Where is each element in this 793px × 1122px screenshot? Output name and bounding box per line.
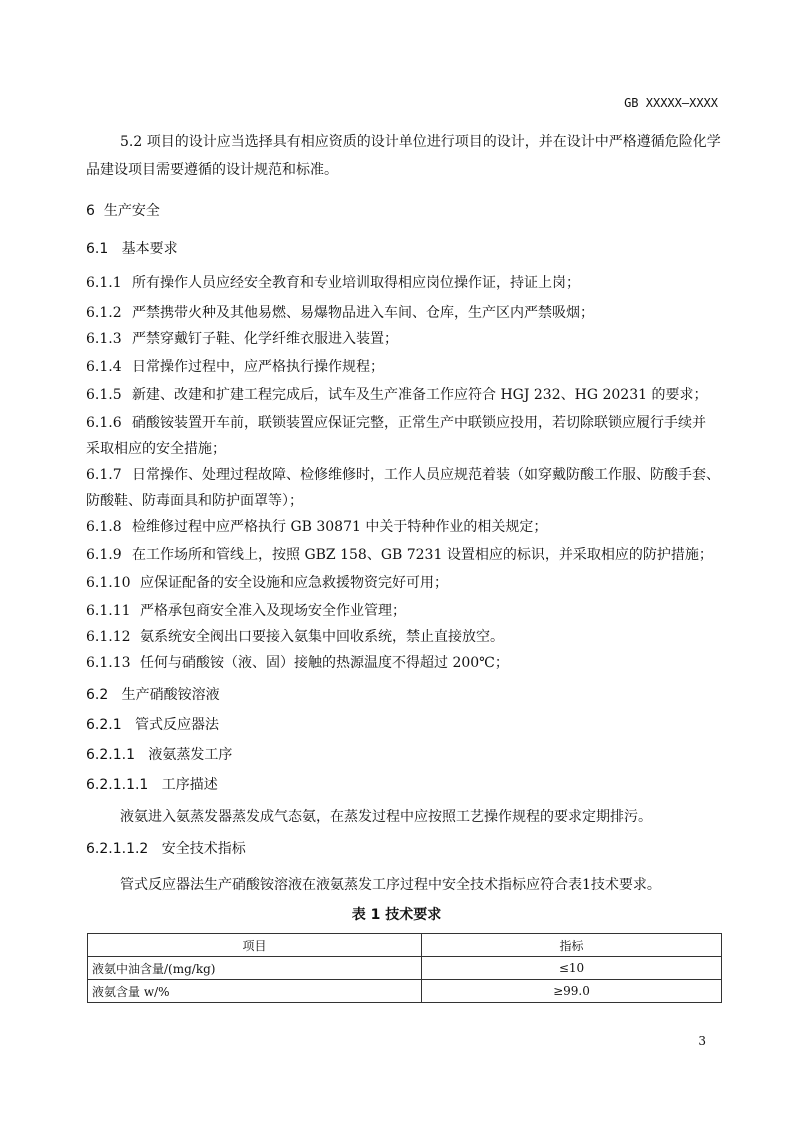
item-number: 6.1.12 — [86, 629, 131, 645]
column-header-item: 项目 — [88, 934, 422, 957]
list-item — [86, 626, 504, 646]
item-text: 应保证配备的安全设施和应急救援物资完好可用； — [140, 575, 448, 591]
section-6-2-1-1-1-heading — [86, 774, 218, 794]
table-cell: 液氨中油含量/(mg/kg) — [88, 957, 422, 980]
list-item — [86, 272, 580, 292]
list-item — [86, 328, 398, 348]
list-item — [86, 572, 448, 592]
column-header-indicator: 指标 — [422, 934, 722, 957]
list-item-continuation: 防酸鞋、防毒面具和防护面罩等）； — [86, 493, 303, 509]
item-number: 6.1.1 — [86, 275, 122, 291]
process-description: 液氨进入氨蒸发器蒸发成气态氨，在蒸发过程中应按照工艺操作规程的要求定期排污。 — [120, 809, 652, 825]
table-cell: ≤10 — [422, 957, 722, 980]
section-number: 6.2.1.1 — [86, 747, 135, 763]
list-item — [86, 302, 594, 322]
table-cell: ≥99.0 — [422, 980, 722, 1003]
table-caption: 表 1 技术要求 — [351, 907, 442, 923]
item-text: 所有操作人员应经安全教育和专业培训取得相应岗位操作证，持证上岗； — [132, 275, 580, 291]
item-text: 严格承包商安全准入及现场安全作业管理； — [140, 603, 406, 619]
section-title: 生产安全 — [103, 203, 160, 219]
item-number: 6.1.9 — [86, 547, 122, 563]
item-number: 6.1.8 — [86, 519, 122, 535]
item-number: 6.1.5 — [86, 387, 122, 403]
table-cell: 液氨含量 w/% — [88, 980, 422, 1003]
item-text: 检维修过程中应严格执行 GB 30871 中关于特种作业的相关规定； — [132, 519, 548, 535]
item-number: 6.1.10 — [86, 575, 131, 591]
item-number: 6.1.13 — [86, 655, 131, 671]
item-text: 氨系统安全阀出口要接入氨集中回收系统，禁止直接放空。 — [140, 629, 504, 645]
item-number: 6.1.11 — [86, 603, 131, 619]
item-text: 严禁携带火种及其他易燃、易爆物品进入车间、仓库，生产区内严禁吸烟； — [132, 305, 594, 321]
section-number: 6.2.1.1.2 — [86, 841, 149, 857]
section-title: 管式反应器法 — [134, 717, 219, 733]
table-header-row — [88, 934, 722, 957]
table-row — [88, 957, 722, 980]
item-number: 6.1.4 — [86, 359, 122, 375]
list-item — [86, 600, 406, 620]
item-text: 日常操作过程中，应严格执行操作规程； — [132, 359, 384, 375]
section-number: 6.2.1.1.1 — [86, 777, 149, 793]
section-6-2-heading — [86, 684, 220, 704]
list-item — [86, 464, 720, 484]
section-title: 液氨蒸发工序 — [148, 747, 233, 763]
section-6-2-1-1-heading — [86, 744, 232, 764]
section-6-1-heading — [86, 238, 178, 258]
section-title: 安全技术指标 — [161, 841, 246, 857]
item-number: 6.1.3 — [86, 331, 122, 347]
item-text: 严禁穿戴钉子鞋、化学纤维衣服进入装置； — [132, 331, 398, 347]
list-item — [86, 544, 713, 564]
item-text: 硝酸铵装置开车前，联锁装置应保证完整，正常生产中联锁应投用，若切除联锁应履行手续并 — [132, 415, 706, 431]
section-number: 6.1 — [86, 241, 109, 257]
item-text: 在工作场所和管线上，按照 GBZ 158、GB 7231 设置相应的标识，并采取相应的防护措施； — [132, 547, 713, 563]
intro-paragraph: 5.2 项目的设计应当选择具有相应资质的设计单位进行项目的设计，并在设计中严格遵循危险化学品建设项目需要遵循的设计规范和标准。 — [86, 134, 721, 178]
list-item — [86, 356, 384, 376]
section-title: 基本要求 — [121, 241, 178, 257]
section-number: 6.2 — [86, 687, 109, 703]
list-item — [86, 384, 707, 404]
section-title: 生产硝酸铵溶液 — [121, 687, 220, 703]
list-item-continuation: 采取相应的安全措施； — [86, 441, 226, 457]
item-text: 日常操作、处理过程故障、检修维修时，工作人员应规范着装（如穿戴防酸工作服、防酸手套、 — [132, 467, 720, 483]
document-code: GB XXXXX—XXXX — [624, 96, 718, 110]
section-number: 6.2.1 — [86, 717, 122, 733]
list-item — [86, 516, 547, 536]
section-6-2-1-1-2-heading — [86, 838, 246, 858]
list-item — [86, 412, 706, 432]
section-number: 6 — [86, 203, 95, 219]
safety-indicator-description: 管式反应器法生产硝酸铵溶液在液氨蒸发工序过程中安全技术指标应符合表1技术要求。 — [120, 877, 661, 893]
item-number: 6.1.6 — [86, 415, 122, 431]
section-6-2-1-heading — [86, 714, 219, 734]
item-text: 任何与硝酸铵（液、固）接触的热源温度不得超过 200℃； — [140, 655, 509, 671]
section-6-heading — [86, 200, 160, 220]
item-number: 6.1.2 — [86, 305, 122, 321]
table-row — [88, 980, 722, 1003]
section-title: 工序描述 — [161, 777, 218, 793]
technical-requirements-table — [87, 933, 722, 1003]
list-item — [86, 652, 509, 672]
item-number: 6.1.7 — [86, 467, 122, 483]
page-number: 3 — [698, 1034, 706, 1048]
item-text: 新建、改建和扩建工程完成后，试车及生产准备工作应符合 HGJ 232、HG 20231 的要求； — [132, 387, 708, 403]
